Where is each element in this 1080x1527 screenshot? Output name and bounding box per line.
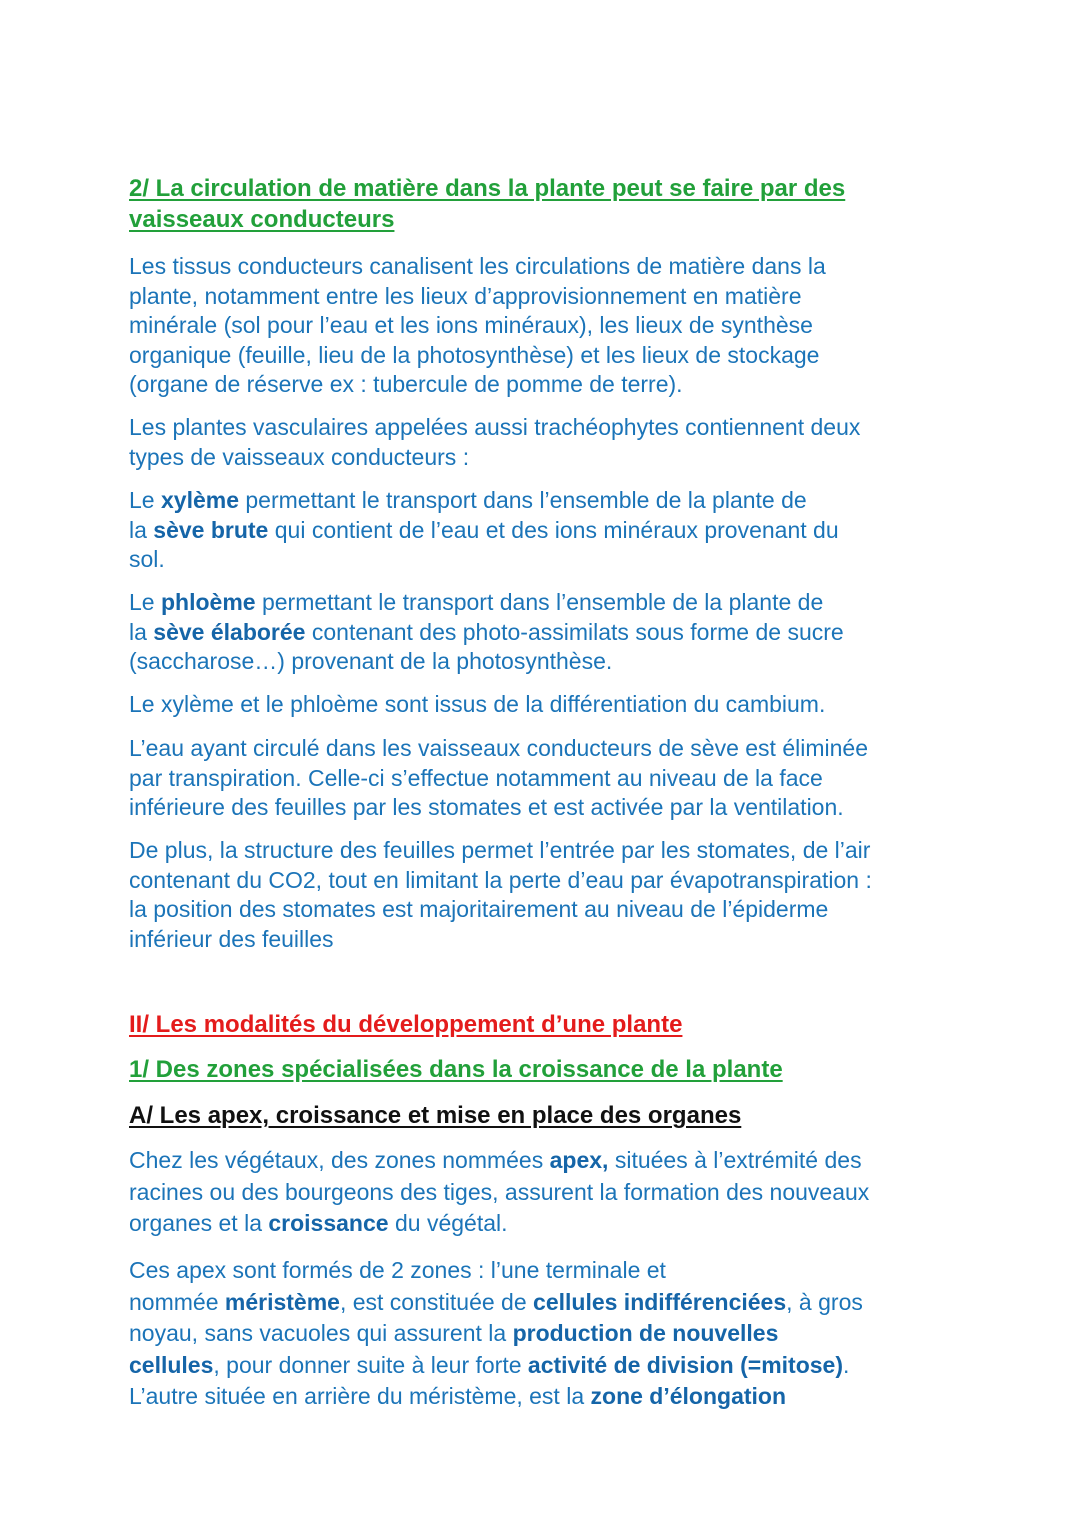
text-line [129,1350,959,1382]
text-run: , est constituée de [339,1288,534,1315]
text-line: (organe de réserve ex : tubercule de pomme de terre). [129,371,683,397]
section-heading [129,173,959,235]
paragraph-xyleme [129,486,959,575]
keyword-production: production de nouvelles [512,1320,779,1346]
text-run: L’autre située en arrière du méristème, est la [129,1383,591,1409]
text-run: permettant le transport dans l’ensemble de la plante de [239,487,807,513]
paragraph-plantes-vasculaires [129,413,959,472]
text-line: Ces apex sont formés de 2 zones : l’une terminale et [129,1257,666,1283]
keyword-cellules-indifferenciees: cellules indifférenciées [533,1288,787,1315]
paragraph-transpiration [129,734,959,823]
keyword-meristeme: méristème [224,1288,340,1315]
text-line: L’eau ayant circulé dans les vaisseaux conducteurs de sève est éliminée [129,735,868,761]
subsection-heading: 1/ Des zones spécialisées dans la croissance de la plante [129,1056,783,1083]
text-run: Chez les végétaux, des zones nommées [129,1147,550,1173]
text-line: inférieur des feuilles [129,925,334,952]
text-line [129,618,959,648]
text-run: Le [129,487,161,513]
text-line: Les tissus conducteurs canalisent les circulations de matière dans la [129,253,826,279]
text-line: racines ou des bourgeons des tiges, assurent la formation des nouveaux [129,1178,870,1205]
subsubsection-heading: A/ Les apex, croissance et mise en place des organes [129,1102,742,1129]
paragraph-stomates [129,836,959,954]
paragraph-meristeme [129,1255,959,1413]
text-line [129,1381,959,1413]
text-run: contenant des photo-assimilats sous forme de sucre [305,618,844,645]
text-run: qui contient de l’eau et des ions minéraux provenant du [268,516,839,543]
text-line: sol. [129,546,165,572]
text-line: Les plantes vasculaires appelées aussi trachéophytes contiennent deux [129,414,861,440]
keyword-phloeme: phloème [160,589,256,615]
text-run: situées à l’extrémité des [608,1147,862,1173]
heading-line: 2/ La circulation de matière dans la plante peut se faire par des [129,175,846,202]
text-line: De plus, la structure des feuilles permet l’entrée par les stomates, de l’air [129,837,871,863]
text-line [129,1287,959,1319]
paragraph-tissus-conducteurs [129,252,959,400]
keyword-zone-elongation: zone d’élongation [590,1383,787,1409]
text-line: inférieure des feuilles par les stomates et est activée par la ventilation. [129,794,844,820]
text-run: noyau, sans vacuoles qui assurent la [129,1320,513,1346]
text-line [129,1318,959,1350]
text-run: . [842,1351,850,1378]
text-line [129,486,959,516]
text-line: minérale (sol pour l’eau et les ions minéraux), les lieux de synthèse [129,312,813,338]
heading-line: vaisseaux conducteurs [129,206,395,233]
text-run: nommée [129,1288,225,1315]
text-run: la [129,516,154,543]
text-line: organique (feuille, lieu de la photosynthèse) et les lieux de stockage [129,341,820,368]
keyword-activite-division: activité de division (=mitose) [527,1351,843,1378]
text-line: Le xylème et le phloème sont issus de la différentiation du cambium. [129,691,826,717]
keyword-cellules: cellules [129,1351,214,1378]
text-line [129,516,959,546]
text-run: Le [129,589,161,615]
text-line [129,1145,959,1177]
text-line: la position des stomates est majoritairement au niveau de l’épiderme [129,896,829,922]
paragraph-cambium [129,690,959,720]
text-run: permettant le transport dans l’ensemble de la plante de [255,589,824,615]
paragraph-apex [129,1145,959,1240]
keyword-seve-elaboree: sève élaborée [153,618,306,645]
keyword-apex: apex, [549,1147,609,1173]
text-run: , pour donner suite à leur forte [213,1351,528,1378]
paragraph-phloeme [129,588,959,677]
keyword-seve-brute: sève brute [153,516,269,543]
text-line: par transpiration. Celle-ci s’effectue notamment au niveau de la face [129,764,823,791]
text-line [129,588,959,618]
text-run: du végétal. [388,1210,508,1236]
text-line: plante, notamment entre les lieux d’approvisionnement en matière [129,282,802,309]
text-line: types de vaisseaux conducteurs : [129,443,470,470]
part-heading: II/ Les modalités du développement d’une plante [129,1011,683,1038]
text-line: contenant du CO2, tout en limitant la perte d’eau par évapotranspiration : [129,866,872,893]
text-line [129,1208,959,1240]
text-run: la [129,618,154,645]
text-run: organes et la [129,1210,269,1236]
keyword-croissance: croissance [268,1210,389,1236]
text-line: (saccharose…) provenant de la photosynthèse. [129,648,613,674]
text-run: , à gros [786,1288,863,1315]
keyword-xyleme: xylème [160,487,239,513]
